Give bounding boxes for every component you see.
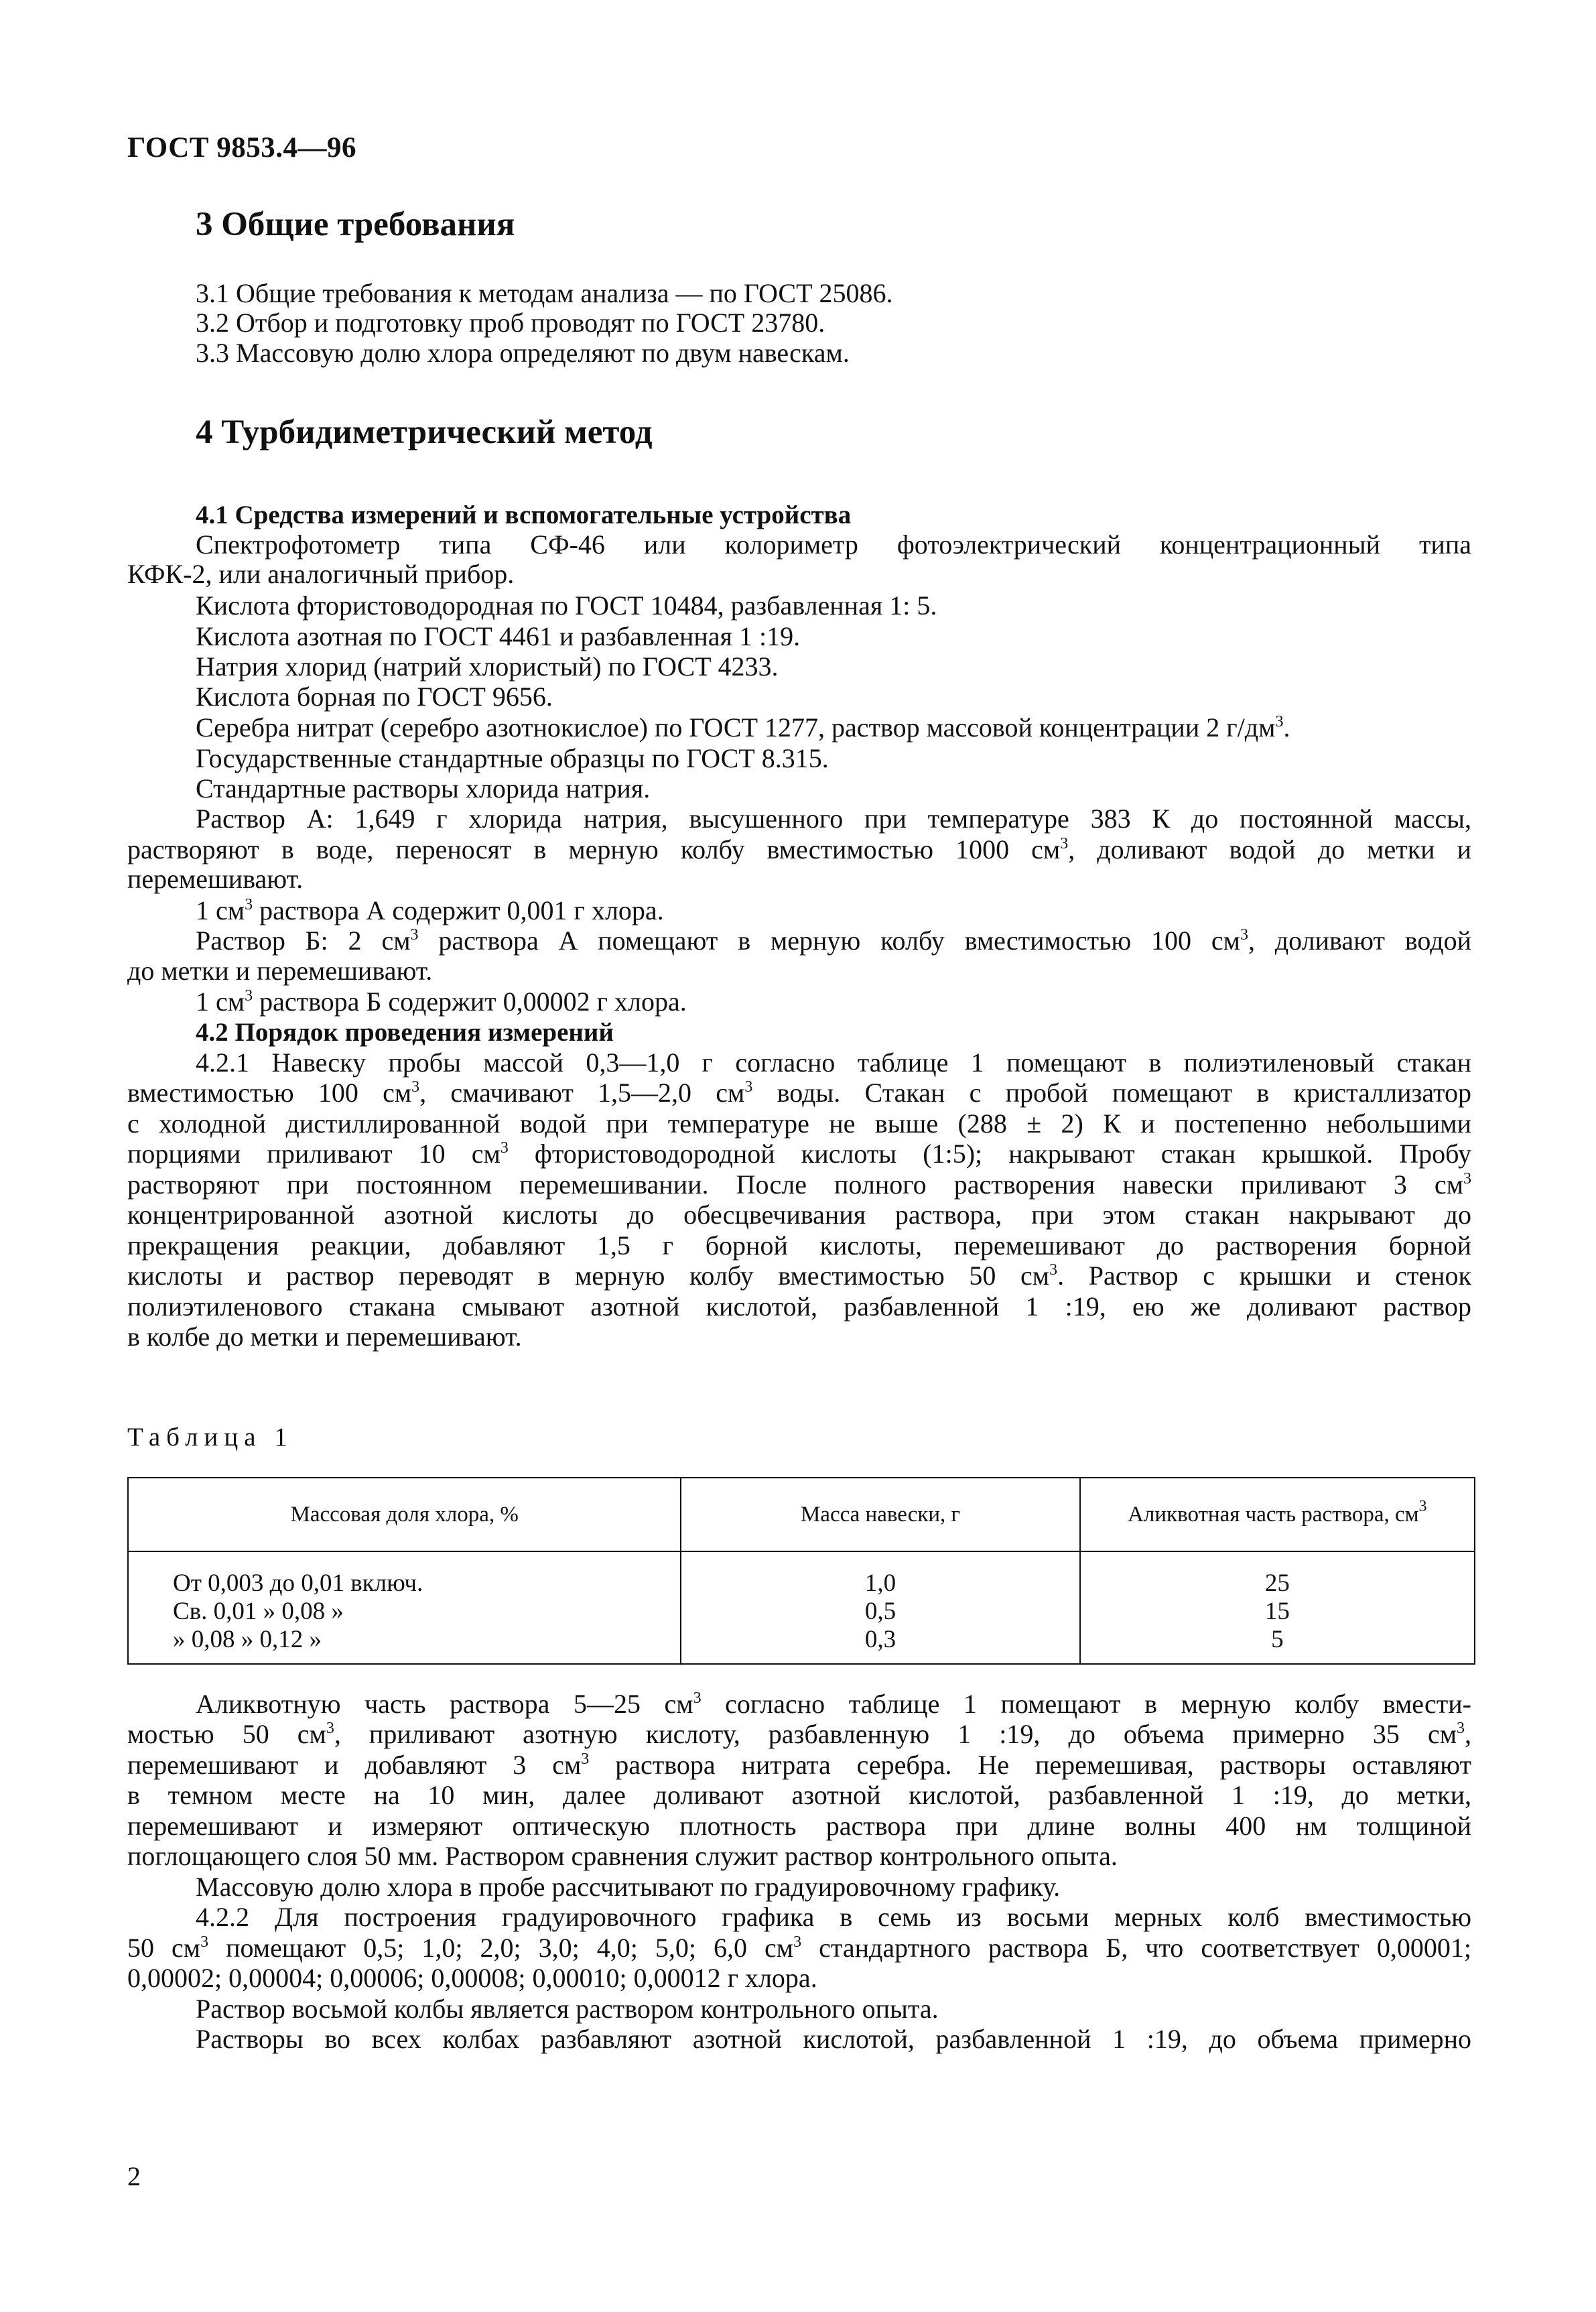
text: помещают 0,5; 1,0; 2,0; 3,0; 4,0; 5,0; 6,0 см (208, 1933, 794, 1963)
text: раствора А помещают в мерную колбу вместимостью 100 см (418, 925, 1240, 956)
text: , (1465, 1719, 1472, 1749)
superscript: 3 (581, 1750, 590, 1768)
text-line: Растворы во всех колбах разбавляют азотной кислотой, разбавленной 1 :19, до объема примерно (196, 2024, 1471, 2054)
item-3-2: 3.2 Отбор и подготовку проб проводят по ГОСТ 23780. (196, 308, 825, 338)
text-line (196, 896, 664, 925)
chlorine-fraction-cell (128, 1551, 681, 1664)
text-line: Кислота борная по ГОСТ 9656. (196, 682, 553, 712)
text-line (127, 1720, 1471, 1749)
text-line: с холодной дистиллированной водой при температуре не выше (288 ± 2) К и постепенно небольшими (127, 1108, 1471, 1139)
superscript: 3 (411, 1078, 420, 1096)
table-header-row (128, 1478, 1475, 1551)
superscript: 3 (1457, 1720, 1465, 1737)
text: раствора нитрата серебра. Не перемешивая, растворы оставляют (589, 1750, 1471, 1780)
text: стандартного раствора Б, что соответствует 0,00001; (801, 1933, 1471, 1963)
text-line: Спектрофотометр типа СФ-46 или колориметр фотоэлектрический концентрационный типа (196, 529, 1471, 560)
text-line (127, 1139, 1471, 1169)
text: , смачивают 1,5—2,0 см (419, 1078, 745, 1108)
text-line: Раствор А: 1,649 г хлорида натрия, высушенного при температуре 383 К до постоянной массы, (196, 804, 1471, 834)
table-cell-text: От 0,003 до 0,01 включ. (173, 1569, 423, 1597)
text-line: Кислота азотная по ГОСТ 4461 и разбавленная 1 :19. (196, 621, 801, 651)
document-header: ГОСТ 9853.4—96 (127, 132, 356, 164)
table-cell-text: 0,3 (864, 1626, 896, 1653)
text-line (196, 987, 687, 1017)
text-line: 0,00002; 0,00004; 0,00006; 0,00008; 0,00010; 0,00012 г хлора. (127, 1963, 817, 1993)
text: 1 см (196, 986, 245, 1017)
section-4-heading: 4 Турбидиметрический метод (196, 413, 653, 451)
text-line: перемешивают и измеряют оптическую плотность раствора при длине волны 400 нм толщиной (127, 1811, 1471, 1841)
text: согласно таблице 1 помещают в мерную колбу вмести- (701, 1689, 1471, 1719)
table-row (128, 1551, 1475, 1664)
table-caption: Таблица 1 (127, 1423, 293, 1452)
text: раствора А содержит 0,001 г хлора. (253, 895, 664, 925)
superscript: 3 (1418, 1497, 1427, 1515)
superscript: 3 (1275, 713, 1284, 730)
superscript: 3 (245, 987, 253, 1005)
column-header (1080, 1478, 1475, 1551)
table-cell-text: 25 (1264, 1569, 1290, 1597)
text: , приливают азотную кислоту, разбавленную 1 :19, до объема примерно 35 см (334, 1719, 1457, 1749)
text-line: КФК-2, или аналогичный прибор. (127, 559, 515, 589)
superscript: 3 (1049, 1261, 1058, 1279)
table-cell-text: 5 (1271, 1626, 1284, 1653)
subsection-4-2-heading: 4.2 Порядок проведения измерений (196, 1018, 614, 1047)
text-line: концентрированной азотной кислоты до обесцвечивания раствора, при этом стакан накрывают до (127, 1200, 1471, 1230)
superscript: 3 (1060, 835, 1069, 852)
superscript: 3 (693, 1689, 702, 1707)
text-line: Натрия хлорид (натрий хлористый) по ГОСТ 4233. (196, 651, 779, 682)
superscript: 3 (500, 1139, 509, 1157)
text: мостью 50 см (127, 1719, 326, 1749)
table-cell-text: 0,5 (864, 1598, 896, 1625)
text: растворяют в воде, переносят в мерную колбу вместимостью 1000 см (127, 834, 1061, 864)
superscript: 3 (793, 1933, 802, 1951)
text-line: перемешивают. (127, 864, 304, 894)
text: кислоты и раствор переводят в мерную колбу вместимостью 50 см (127, 1261, 1050, 1291)
sample-mass-cell (681, 1551, 1079, 1664)
table-1 (127, 1477, 1475, 1665)
aliquot-cell (1080, 1551, 1475, 1664)
table-cell-text: Св. 0,01 » 0,08 » (173, 1598, 344, 1625)
text: Аликвотная часть раствора, см (1128, 1502, 1419, 1527)
text: воды. Стакан с пробой помещают в кристаллизатор (752, 1078, 1471, 1108)
text-line: 4.2.1 Навеску пробы массой 0,3—1,0 г согласно таблице 1 помещают в полиэтиленовый стакан (196, 1047, 1471, 1078)
text: перемешивают и добавляют 3 см (127, 1750, 582, 1780)
text: . (1283, 712, 1290, 743)
text-line (196, 713, 1290, 743)
text: Аликвотную часть раствора 5—25 см (196, 1689, 693, 1719)
text-line: до метки и перемешивают. (127, 956, 433, 986)
superscript: 3 (1240, 926, 1248, 944)
table-cell-text: 1,0 (864, 1569, 896, 1597)
superscript: 3 (1463, 1170, 1471, 1187)
text: Раствор Б: 2 см (196, 925, 411, 956)
column-header: Масса навески, г (681, 1478, 1079, 1551)
text: вместимостью 100 см (127, 1078, 412, 1108)
text: , доливают водой до метки и (1068, 834, 1471, 864)
text-line: в темном месте на 10 мин, далее доливают азотной кислотой, разбавленной 1 :19, до метки, (127, 1780, 1471, 1810)
text-line (196, 1689, 1471, 1719)
superscript: 3 (245, 896, 253, 913)
text: Серебра нитрат (серебро азотнокислое) по ГОСТ 1277, раствор массовой концентрации 2 г/дм (196, 712, 1276, 743)
text-line (127, 1933, 1471, 1963)
text: 50 см (127, 1933, 201, 1963)
text: раствора Б содержит 0,00002 г хлора. (253, 986, 687, 1017)
text-line: в колбе до метки и перемешивают. (127, 1322, 522, 1352)
text-line: Стандартные растворы хлорида натрия. (196, 773, 651, 804)
subsection-4-1-heading: 4.1 Средства измерений и вспомогательные устройства (196, 501, 852, 529)
text: растворяют при постоянном перемешивании. После полного растворения навески приливают 3 см (127, 1169, 1463, 1200)
page-number: 2 (127, 2161, 141, 2191)
text-line (127, 1078, 1471, 1108)
text-line: 4.2.2 Для построения градуировочного графика в семь из восьми мерных колб вместимостью (196, 1902, 1471, 1932)
text: 1 см (196, 895, 245, 925)
table-cell-text: » 0,08 » 0,12 » (173, 1626, 322, 1653)
text-line (196, 926, 1471, 956)
superscript: 3 (200, 1933, 209, 1951)
text-line (127, 1750, 1471, 1780)
superscript: 3 (326, 1720, 334, 1737)
text-line: Кислота фтористоводородная по ГОСТ 10484, разбавленная 1: 5. (196, 590, 937, 621)
text-line (127, 1261, 1471, 1291)
text: фтористоводородной кислоты (1:5); накрывают стакан крышкой. Пробу (508, 1139, 1472, 1169)
text-line: поглощающего слоя 50 мм. Раствором сравнения служит раствор контрольного опыта. (127, 1841, 1118, 1871)
section-3-heading: 3 Общие требования (196, 206, 515, 243)
text-line: полиэтиленового стакана смывают азотной кислотой, разбавленной 1 :19, ею же доливают раствор (127, 1291, 1471, 1322)
text-line: Массовую долю хлора в пробе рассчитывают по градуировочному графику. (196, 1872, 1061, 1902)
text-line (127, 1170, 1471, 1200)
text-line: прекращения реакции, добавляют 1,5 г борной кислоты, перемешивают до растворения борной (127, 1230, 1471, 1261)
superscript: 3 (744, 1078, 753, 1096)
text-line: Государственные стандартные образцы по ГОСТ 8.315. (196, 743, 829, 773)
text: . Раствор с крышки и стенок (1057, 1261, 1471, 1291)
text-line (127, 835, 1471, 864)
item-3-1: 3.1 Общие требования к методам анализа — по ГОСТ 25086. (196, 278, 893, 308)
text: порциями приливают 10 см (127, 1139, 501, 1169)
item-3-3: 3.3 Массовую долю хлора определяют по двум навескам. (196, 338, 850, 368)
column-header: Массовая доля хлора, % (128, 1478, 681, 1551)
table-cell-text: 15 (1264, 1598, 1290, 1625)
text: , доливают водой (1248, 925, 1472, 956)
text-line: Раствор восьмой колбы является раствором контрольного опыта. (196, 1994, 939, 2024)
superscript: 3 (410, 926, 419, 944)
